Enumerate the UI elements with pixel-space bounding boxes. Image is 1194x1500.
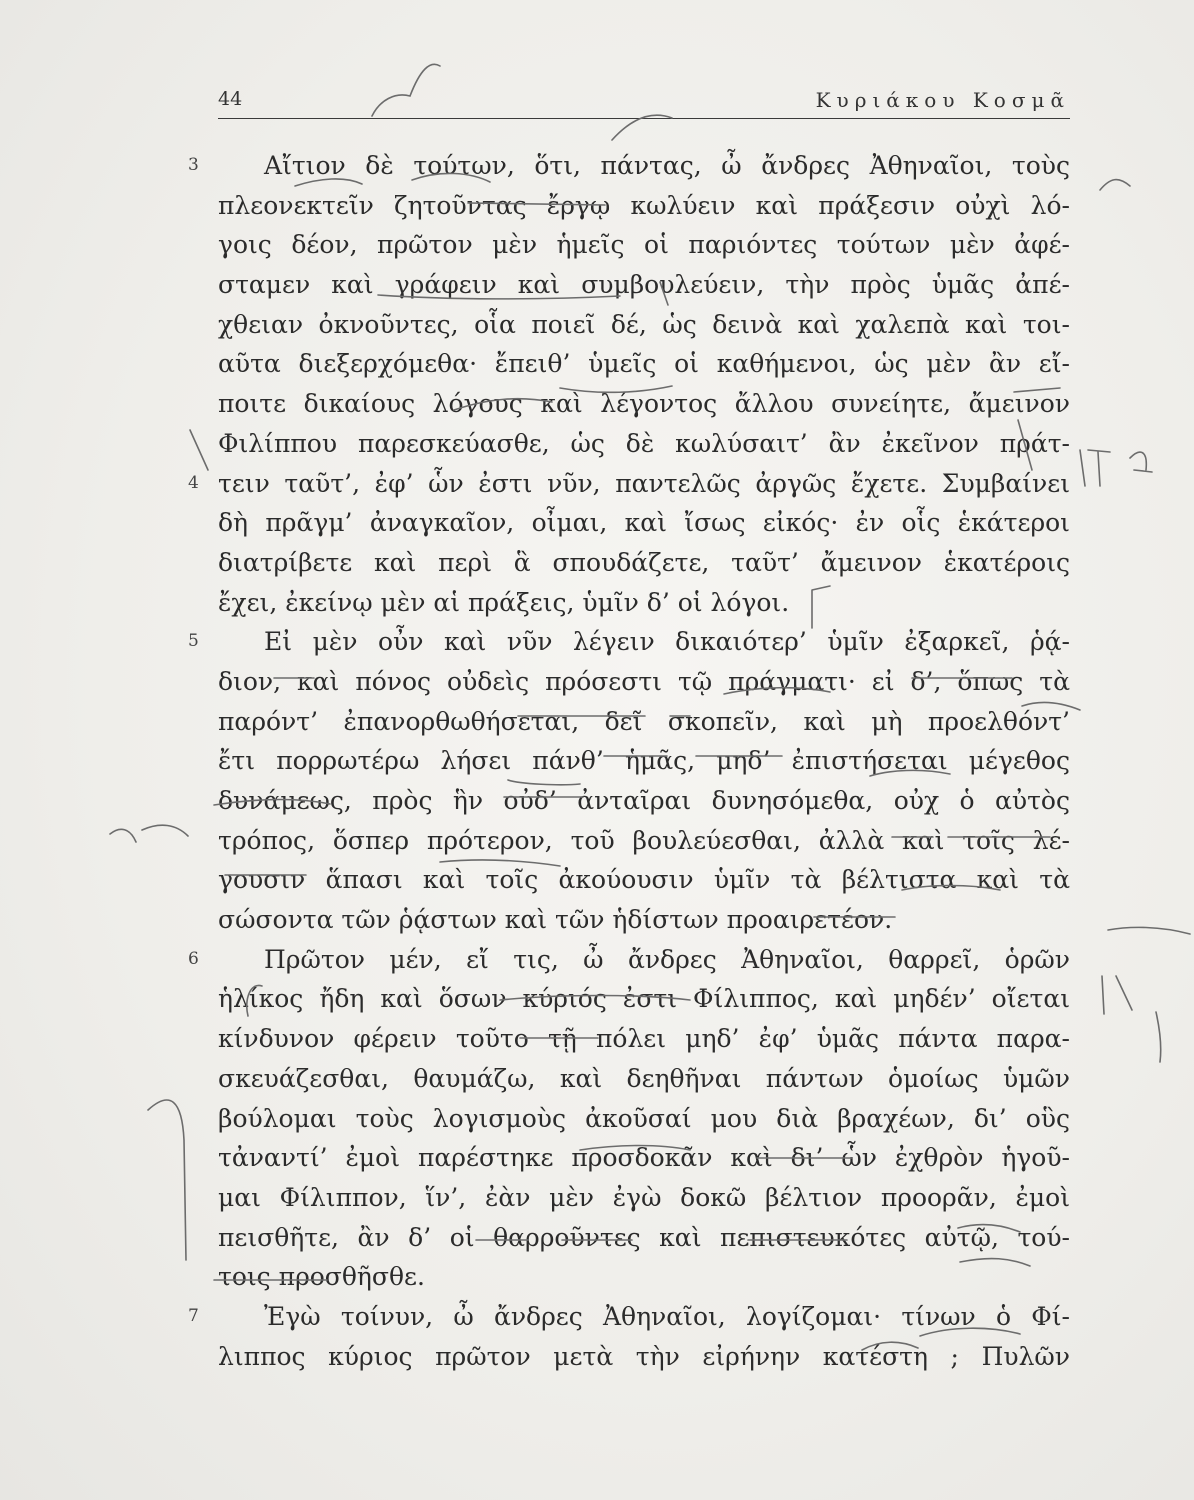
line-text: διατρίβετε καὶ περὶ ἃ σπουδάζετε, ταῦτ’ ἄμεινον ἑκατέροις (218, 547, 1070, 577)
line-text: δὴ πρᾶγμ’ ἀναγκαῖον, οἶμαι, καὶ ἴσως εἰκός· ἐν οἷς ἑκάτεροι (218, 508, 1070, 538)
text-line (218, 741, 1070, 781)
text-line (188, 1297, 1070, 1337)
text-line (188, 622, 1070, 662)
text-line (218, 503, 1070, 543)
line-text: ἔτι πορρωτέρω λήσει πάνθ’ ἡμᾶς, μηδ’ ἐπιστήσεται μέγεθος (218, 746, 1070, 776)
section-number: 6 (188, 948, 199, 969)
text-line (218, 265, 1070, 305)
text-line (218, 979, 1070, 1019)
line-text: τειν ταῦτ’, ἐφ’ ὧν ἐστι νῦν, παντελῶς ἀργῶς ἔχετε. Συμβαίνει (218, 468, 1070, 498)
text-line (218, 860, 1070, 900)
line-text: χθειαν ὀκνοῦντες, οἷα ποιεῖ δέ, ὡς δεινὰ καὶ χαλεπὰ καὶ τοι- (218, 309, 1070, 339)
line-text: διον, καὶ πόνος οὐδεὶς πρόσεστι τῷ πράγματι· εἰ δ’, ὅπως τὰ (218, 666, 1070, 696)
line-text: σταμεν καὶ γράφειν καὶ συμβουλεύειν, τὴν πρὸς ὑμᾶς ἀπέ- (218, 270, 1070, 300)
line-text: πεισθῆτε, ἂν δ’ οἱ θαρροῦντες καὶ πεπιστευκότες αὐτῷ, τού- (218, 1222, 1070, 1252)
line-text: πλεονεκτεῖν ζητοῦντας ἔργῳ κωλύειν καὶ πράξεσιν οὐχὶ λό- (218, 190, 1070, 220)
page-number: 44 (218, 88, 243, 110)
line-text: δυνάμεως, πρὸς ἣν οὐδ’ ἀνταῖραι δυνησόμεθα, οὐχ ὁ αὐτὸς (218, 786, 1070, 815)
text-line (218, 900, 1070, 940)
text-line (218, 424, 1070, 464)
section-number: 4 (188, 472, 199, 493)
text-line (218, 344, 1070, 384)
text-line (218, 1257, 1070, 1297)
greek-text-body (188, 146, 1070, 1376)
text-line (188, 146, 1070, 186)
text-line (218, 1138, 1070, 1178)
line-text: τρόπος, ὅσπερ πρότερον, τοῦ βουλεύεσθαι, ἀλλὰ καὶ τοῖς λέ- (218, 825, 1070, 855)
line-text: ἡλίκος ἤδη καὶ ὅσων κύριός ἐστι Φίλιππος, καὶ μηδέν’ οἴεται (218, 984, 1070, 1014)
section-number: 3 (188, 155, 199, 175)
line-text: γουσιν ἅπασι καὶ τοῖς ἀκούουσιν ὑμῖν τὰ βέλτιστα καὶ τὰ (218, 865, 1070, 895)
line-text: μαι Φίλιππον, ἵν’, ἐὰν μὲν ἐγὼ δοκῶ βέλτιον προορᾶν, ἐμοὶ (218, 1182, 1070, 1212)
text-line (218, 821, 1070, 861)
text-line (218, 781, 1070, 821)
line-text: Ἐγὼ τοίνυν, ὦ ἄνδρες Ἀθηναῖοι, λογίζομαι· τίνων ὁ Φί- (264, 1301, 1070, 1331)
line-text: Πρῶτον μέν, εἴ τις, ὦ ἄνδρες Ἀθηναῖοι, θαρρεῖ, ὁρῶν (264, 944, 1070, 974)
line-text: Φιλίππου παρεσκεύασθε, ὡς δὲ κωλύσαιτ’ ἂν ἐκεῖνον πράτ- (218, 428, 1070, 458)
line-text: τοις προσθῆσθε. (218, 1262, 425, 1292)
line-text: τἀναντί’ ἐμοὶ παρέστηκε προσδοκᾶν καὶ δι’ ὧν ἐχθρὸν ἡγοῦ- (218, 1143, 1070, 1173)
line-text: λιππος κύριος πρῶτον μετὰ τὴν εἰρήνην κατέστη ; Πυλῶν (218, 1341, 1070, 1371)
line-text: σώσοντα τῶν ῥᾴστων καὶ τῶν ἡδίστων προαιρετέον. (218, 905, 893, 935)
text-line (218, 225, 1070, 265)
section-number: 7 (188, 1305, 199, 1326)
text-line (218, 662, 1070, 702)
page-header (218, 82, 1070, 119)
text-line (218, 1337, 1070, 1377)
section-number: 5 (188, 631, 199, 652)
text-line (218, 1178, 1070, 1218)
line-text: παρόντ’ ἐπανορθωθήσεται, δεῖ σκοπεῖν, καὶ μὴ προελθόντ’ (218, 706, 1070, 736)
text-line (218, 1099, 1070, 1139)
line-text: κίνδυνον φέρειν τοῦτο τῇ πόλει μηδ’ ἐφ’ ὑμᾶς πάντα παρα- (218, 1024, 1070, 1054)
text-line (218, 305, 1070, 345)
text-line (218, 1059, 1070, 1099)
text-line (218, 543, 1070, 583)
text-line (218, 384, 1070, 424)
line-text: βούλομαι τοὺς λογισμοὺς ἀκοῦσαί μου διὰ βραχέων, δι’ οὓς (218, 1103, 1070, 1133)
line-text: Αἴτιον δὲ τούτων, ὅτι, πάντας, ὦ ἄνδρες Ἀθηναῖοι, τοὺς (264, 151, 1070, 180)
text-line (218, 1019, 1070, 1059)
line-text: αῦτα διεξερχόμεθα· ἔπειθ’ ὑμεῖς οἱ καθήμενοι, ὡς μὲν ἂν εἴ- (218, 349, 1070, 379)
line-text: Εἰ μὲν οὖν καὶ νῦν λέγειν δικαιότερ’ ὑμῖν ἐξαρκεῖ, ῥᾴ- (264, 627, 1070, 657)
line-text: ποιτε δικαίους λόγους καὶ λέγοντος ἄλλου συνείητε, ἄμεινον (218, 389, 1070, 419)
line-text: σκευάζεσθαι, θαυμάζω, καὶ δεηθῆναι πάντων ὁμοίως ὑμῶν (218, 1063, 1070, 1093)
text-line (218, 583, 1070, 623)
running-head: Κυριάκου Κοσμᾶ (815, 88, 1070, 112)
line-text: ἔχει, ἐκείνῳ μὲν αἱ πράξεις, ὑμῖν δ’ οἱ λόγοι. (218, 587, 790, 617)
text-line (218, 186, 1070, 226)
line-text: γοις δέον, πρῶτον μὲν ἡμεῖς οἱ παριόντες τούτων μὲν ἀφέ- (218, 230, 1070, 260)
text-line (188, 464, 1070, 504)
text-line (218, 702, 1070, 742)
text-line (188, 940, 1070, 980)
text-line (218, 1218, 1070, 1258)
